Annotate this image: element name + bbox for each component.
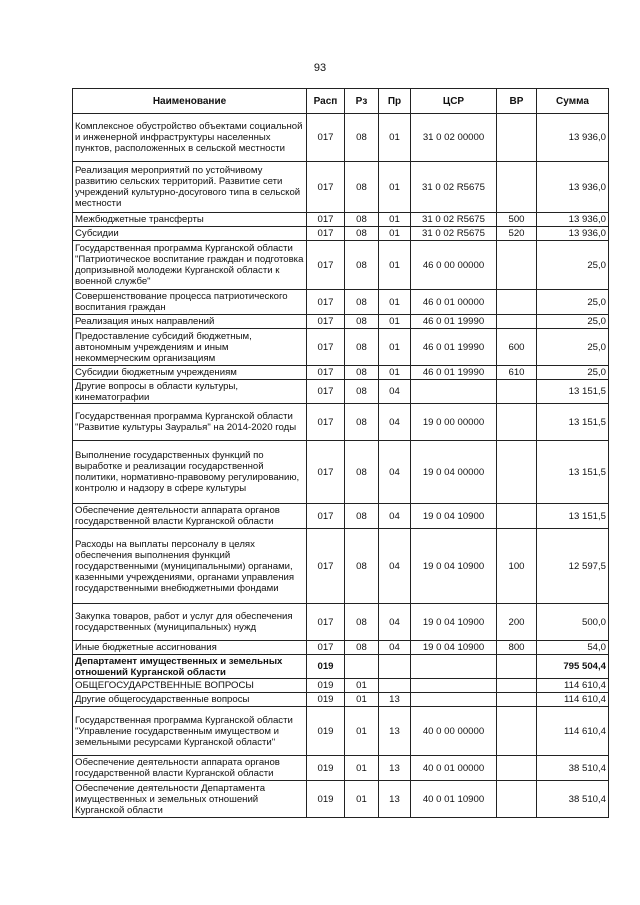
table-row [73,756,609,781]
cell-name: Иные бюджетные ассигнования [73,641,307,655]
cell-rasp: 017 [307,404,345,441]
cell-sum: 13 936,0 [537,227,609,241]
cell-rz: 08 [345,162,379,213]
cell-name: Реализация иных направлений [73,315,307,329]
cell-rasp: 019 [307,707,345,756]
cell-rasp: 017 [307,504,345,529]
table-row [73,404,609,441]
cell-rasp: 017 [307,329,345,366]
cell-vr [497,404,537,441]
cell-sum: 25,0 [537,290,609,315]
cell-csr [411,655,497,679]
cell-csr [411,380,497,404]
cell-csr: 19 0 04 10900 [411,604,497,641]
cell-rz: 08 [345,641,379,655]
cell-rz: 08 [345,227,379,241]
cell-vr: 520 [497,227,537,241]
header-sum: Сумма [537,89,609,114]
cell-csr [411,679,497,693]
cell-vr: 100 [497,529,537,604]
table-row [73,213,609,227]
cell-sum: 25,0 [537,329,609,366]
cell-rasp: 019 [307,679,345,693]
cell-rz: 01 [345,679,379,693]
cell-rasp: 017 [307,213,345,227]
cell-csr: 40 0 01 10900 [411,781,497,818]
cell-pr: 04 [379,504,411,529]
cell-vr [497,781,537,818]
table-row [73,290,609,315]
header-rz: Рз [345,89,379,114]
cell-rasp: 017 [307,380,345,404]
cell-pr: 04 [379,380,411,404]
cell-name: ОБЩЕГОСУДАРСТВЕННЫЕ ВОПРОСЫ [73,679,307,693]
cell-rasp: 017 [307,315,345,329]
cell-name: Предоставление субсидий бюджетным, автономным учреждениям и иным некоммерческим организациям [73,329,307,366]
cell-name: Закупка товаров, работ и услуг для обеспечения государственных (муниципальных) нужд [73,604,307,641]
cell-name: Расходы на выплаты персоналу в целях обеспечения выполнения функций государственными (муниципальными) органами, казенными учреждениями, органами управления государственными внебюджетными фондами [73,529,307,604]
cell-pr: 01 [379,213,411,227]
cell-rz: 08 [345,213,379,227]
cell-sum: 54,0 [537,641,609,655]
cell-pr: 04 [379,604,411,641]
table-row [73,707,609,756]
cell-name: Государственная программа Курганской области "Патриотическое воспитание граждан и подготовка допризывной молодежи Курганской области к военной службе" [73,241,307,290]
cell-rz: 08 [345,290,379,315]
cell-rz: 08 [345,529,379,604]
budget-table [72,88,609,818]
cell-rz: 08 [345,604,379,641]
cell-pr: 01 [379,114,411,162]
cell-rz: 08 [345,241,379,290]
cell-rasp: 017 [307,441,345,504]
cell-rz: 01 [345,707,379,756]
cell-rasp: 017 [307,162,345,213]
table-row [73,380,609,404]
table-row [73,529,609,604]
cell-name: Государственная программа Курганской области "Управление государственным имуществом и земельными ресурсами Курганской области" [73,707,307,756]
table-header-row [73,89,609,114]
cell-csr: 31 0 02 R5675 [411,227,497,241]
cell-sum: 114 610,4 [537,679,609,693]
table-row [73,504,609,529]
cell-rz [345,655,379,679]
cell-name: Обеспечение деятельности аппарата органов государственной власти Курганской области [73,504,307,529]
cell-vr [497,162,537,213]
page-number: 93 [313,62,327,74]
cell-pr: 13 [379,707,411,756]
cell-sum: 13 151,5 [537,441,609,504]
table-row [73,655,609,679]
header-csr: ЦСР [411,89,497,114]
cell-pr: 01 [379,227,411,241]
cell-pr: 04 [379,529,411,604]
cell-pr: 04 [379,441,411,504]
cell-rz: 08 [345,504,379,529]
cell-name: Субсидии [73,227,307,241]
cell-csr: 40 0 01 00000 [411,756,497,781]
cell-pr: 01 [379,290,411,315]
cell-rasp: 017 [307,227,345,241]
cell-sum: 12 597,5 [537,529,609,604]
table-row [73,114,609,162]
cell-sum: 13 936,0 [537,213,609,227]
cell-pr: 01 [379,241,411,290]
cell-rasp: 017 [307,604,345,641]
cell-csr: 46 0 01 00000 [411,290,497,315]
cell-rasp: 019 [307,655,345,679]
cell-sum: 38 510,4 [537,781,609,818]
cell-rz: 01 [345,756,379,781]
cell-vr: 800 [497,641,537,655]
cell-csr: 19 0 04 10900 [411,529,497,604]
cell-rz: 08 [345,114,379,162]
cell-rasp: 019 [307,693,345,707]
cell-csr: 19 0 00 00000 [411,404,497,441]
cell-pr: 01 [379,329,411,366]
cell-name: Выполнение государственных функций по выработке и реализации государственной политики, нормативно-правовому регулированию, контролю и надзору в сфере культуры [73,441,307,504]
cell-csr: 46 0 01 19990 [411,329,497,366]
cell-csr: 19 0 04 10900 [411,641,497,655]
cell-rz: 01 [345,693,379,707]
cell-pr: 01 [379,162,411,213]
cell-csr: 31 0 02 R5675 [411,162,497,213]
table-row [73,315,609,329]
table-row [73,329,609,366]
cell-rz: 01 [345,781,379,818]
cell-csr: 46 0 00 00000 [411,241,497,290]
cell-rasp: 017 [307,366,345,380]
cell-csr: 40 0 00 00000 [411,707,497,756]
cell-sum: 25,0 [537,315,609,329]
cell-csr: 19 0 04 10900 [411,504,497,529]
cell-sum: 38 510,4 [537,756,609,781]
table-row [73,241,609,290]
cell-rasp: 019 [307,781,345,818]
cell-pr: 04 [379,404,411,441]
cell-name: Реализация мероприятий по устойчивому развитию сельских территорий. Развитие сети учреждений культурно-досугового типа в сельской местности [73,162,307,213]
cell-csr: 31 0 02 R5675 [411,213,497,227]
table-body [73,114,609,818]
cell-vr: 500 [497,213,537,227]
header-vr: ВР [497,89,537,114]
table-row [73,604,609,641]
cell-sum: 500,0 [537,604,609,641]
header-rasp: Расп [307,89,345,114]
cell-pr: 01 [379,315,411,329]
cell-name: Комплексное обустройство объектами социальной и инженерной инфраструктуры населенных пунктов, расположенных в сельской местности [73,114,307,162]
cell-vr [497,655,537,679]
cell-sum: 114 610,4 [537,693,609,707]
cell-sum: 25,0 [537,241,609,290]
cell-name: Обеспечение деятельности Департамента имущественных и земельных отношений Курганской области [73,781,307,818]
cell-vr: 200 [497,604,537,641]
header-pr: Пр [379,89,411,114]
cell-name: Совершенствование процесса патриотического воспитания граждан [73,290,307,315]
cell-csr: 46 0 01 19990 [411,315,497,329]
cell-sum: 13 151,5 [537,404,609,441]
cell-vr [497,756,537,781]
cell-rasp: 017 [307,529,345,604]
header-name: Наименование [73,89,307,114]
cell-pr [379,655,411,679]
table-row [73,441,609,504]
cell-vr [497,290,537,315]
cell-name: Департамент имущественных и земельных отношений Курганской области [73,655,307,679]
cell-sum: 25,0 [537,366,609,380]
cell-name: Межбюджетные трансферты [73,213,307,227]
cell-vr [497,380,537,404]
cell-rasp: 017 [307,641,345,655]
cell-vr [497,441,537,504]
cell-vr: 600 [497,329,537,366]
cell-name: Другие общегосударственные вопросы [73,693,307,707]
cell-rz: 08 [345,315,379,329]
cell-rasp: 017 [307,241,345,290]
cell-rasp: 017 [307,114,345,162]
cell-vr [497,679,537,693]
cell-rz: 08 [345,441,379,504]
cell-pr: 01 [379,366,411,380]
cell-vr [497,504,537,529]
cell-vr [497,114,537,162]
cell-csr: 31 0 02 00000 [411,114,497,162]
table-row [73,162,609,213]
table-row [73,227,609,241]
cell-vr [497,707,537,756]
cell-vr [497,693,537,707]
cell-sum: 114 610,4 [537,707,609,756]
cell-pr: 04 [379,641,411,655]
table-row [73,641,609,655]
cell-csr: 19 0 04 00000 [411,441,497,504]
cell-vr: 610 [497,366,537,380]
table-row [73,693,609,707]
cell-rasp: 019 [307,756,345,781]
cell-rz: 08 [345,380,379,404]
cell-rz: 08 [345,366,379,380]
cell-sum: 13 151,5 [537,504,609,529]
cell-rasp: 017 [307,290,345,315]
cell-rz: 08 [345,329,379,366]
cell-rz: 08 [345,404,379,441]
table-row [73,366,609,380]
cell-sum: 13 936,0 [537,114,609,162]
table-row [73,781,609,818]
cell-sum: 13 936,0 [537,162,609,213]
cell-csr [411,693,497,707]
cell-pr: 13 [379,693,411,707]
cell-name: Обеспечение деятельности аппарата органов государственной власти Курганской области [73,756,307,781]
cell-pr [379,679,411,693]
cell-name: Субсидии бюджетным учреждениям [73,366,307,380]
cell-sum: 795 504,4 [537,655,609,679]
cell-csr: 46 0 01 19990 [411,366,497,380]
cell-sum: 13 151,5 [537,380,609,404]
cell-vr [497,315,537,329]
table-row [73,679,609,693]
cell-pr: 13 [379,756,411,781]
cell-name: Государственная программа Курганской области "Развитие культуры Зауралья" на 2014-2020 годы [73,404,307,441]
cell-vr [497,241,537,290]
cell-name: Другие вопросы в области культуры, кинематографии [73,380,307,404]
cell-pr: 13 [379,781,411,818]
